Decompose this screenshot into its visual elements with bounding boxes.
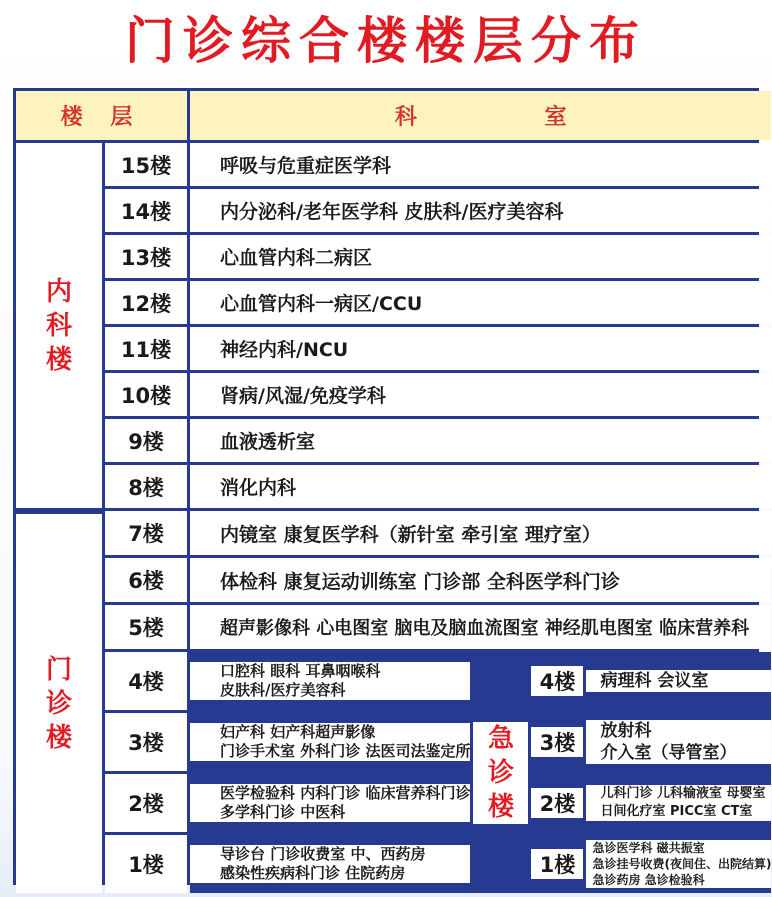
page-title: 门诊综合楼楼层分布: [125, 12, 647, 70]
floor-number: 12楼: [105, 281, 187, 324]
department-cell: 儿科门诊 儿科输液室 母婴室 日间化疗室 PICC室 CT室: [586, 785, 771, 821]
department-cell: 放射科 介入室（导管室）: [586, 720, 771, 764]
department-cell: 妇产科 妇产科超声影像 门诊手术室 外科门诊 法医司法鉴定所: [190, 723, 470, 761]
split-section: [190, 652, 771, 893]
header-department: 科 室: [190, 91, 771, 140]
floor-number: 3楼: [531, 727, 583, 757]
department-cell: 医学检验科 内科门诊 临床营养科门诊 多学科门诊 中医科: [190, 784, 470, 822]
department-cell: 病理科 会议室: [586, 670, 771, 692]
floor-number: 4楼: [105, 652, 187, 710]
floor-number: 10楼: [105, 373, 187, 416]
floor-number: 2楼: [531, 788, 583, 818]
department-cell: 急诊医学科 磁共振室 急诊挂号收费(夜间住、出院结算) 急诊药房 急诊检验科: [586, 840, 771, 888]
department-cell: 超声影像科 心电图室 脑电及脑血流图室 神经肌电图室 临床营养科: [190, 605, 771, 649]
department-cell: 心血管内科一病区/CCU: [190, 281, 771, 324]
floor-number: 1楼: [105, 835, 187, 893]
department-cell: 呼吸与危重症医学科: [190, 143, 771, 186]
floor-number: 13楼: [105, 235, 187, 278]
building-label-emergency: 急 诊 楼: [473, 722, 528, 824]
department-cell: 内分泌科/老年医学科 皮肤科/医疗美容科: [190, 189, 771, 232]
header-floor: 楼 层: [16, 91, 187, 140]
building-label-outpatient: 门 诊 楼: [16, 511, 102, 893]
floor-number: 15楼: [105, 143, 187, 186]
floor-number: 1楼: [531, 849, 583, 879]
floor-number: 6楼: [105, 558, 187, 602]
department-cell: 导诊台 门诊收费室 中、西药房 感染性疾病科门诊 住院药房: [190, 845, 470, 883]
floor-number: 11楼: [105, 327, 187, 370]
building-label-inpatient: 内 科 楼: [16, 143, 102, 508]
floor-number: 8楼: [105, 465, 187, 508]
floor-number: 14楼: [105, 189, 187, 232]
department-cell: 口腔科 眼科 耳鼻咽喉科 皮肤科/医疗美容科: [190, 662, 470, 700]
floor-number: 4楼: [531, 666, 583, 696]
floor-directory-table: [13, 88, 772, 887]
department-cell: 内镜室 康复医学科（新针室 牵引室 理疗室）: [190, 511, 771, 555]
floor-number: 7楼: [105, 511, 187, 555]
department-cell: 神经内科/NCU: [190, 327, 771, 370]
floor-number: 2楼: [105, 774, 187, 832]
department-cell: 体检科 康复运动训练室 门诊部 全科医学科门诊: [190, 558, 771, 602]
floor-number: 5楼: [105, 605, 187, 649]
department-cell: 血液透析室: [190, 419, 771, 462]
department-cell: 心血管内科二病区: [190, 235, 771, 278]
department-cell: 消化内科: [190, 465, 771, 508]
floor-number: 9楼: [105, 419, 187, 462]
floor-number: 3楼: [105, 713, 187, 771]
department-cell: 肾病/风湿/免疫学科: [190, 373, 771, 416]
